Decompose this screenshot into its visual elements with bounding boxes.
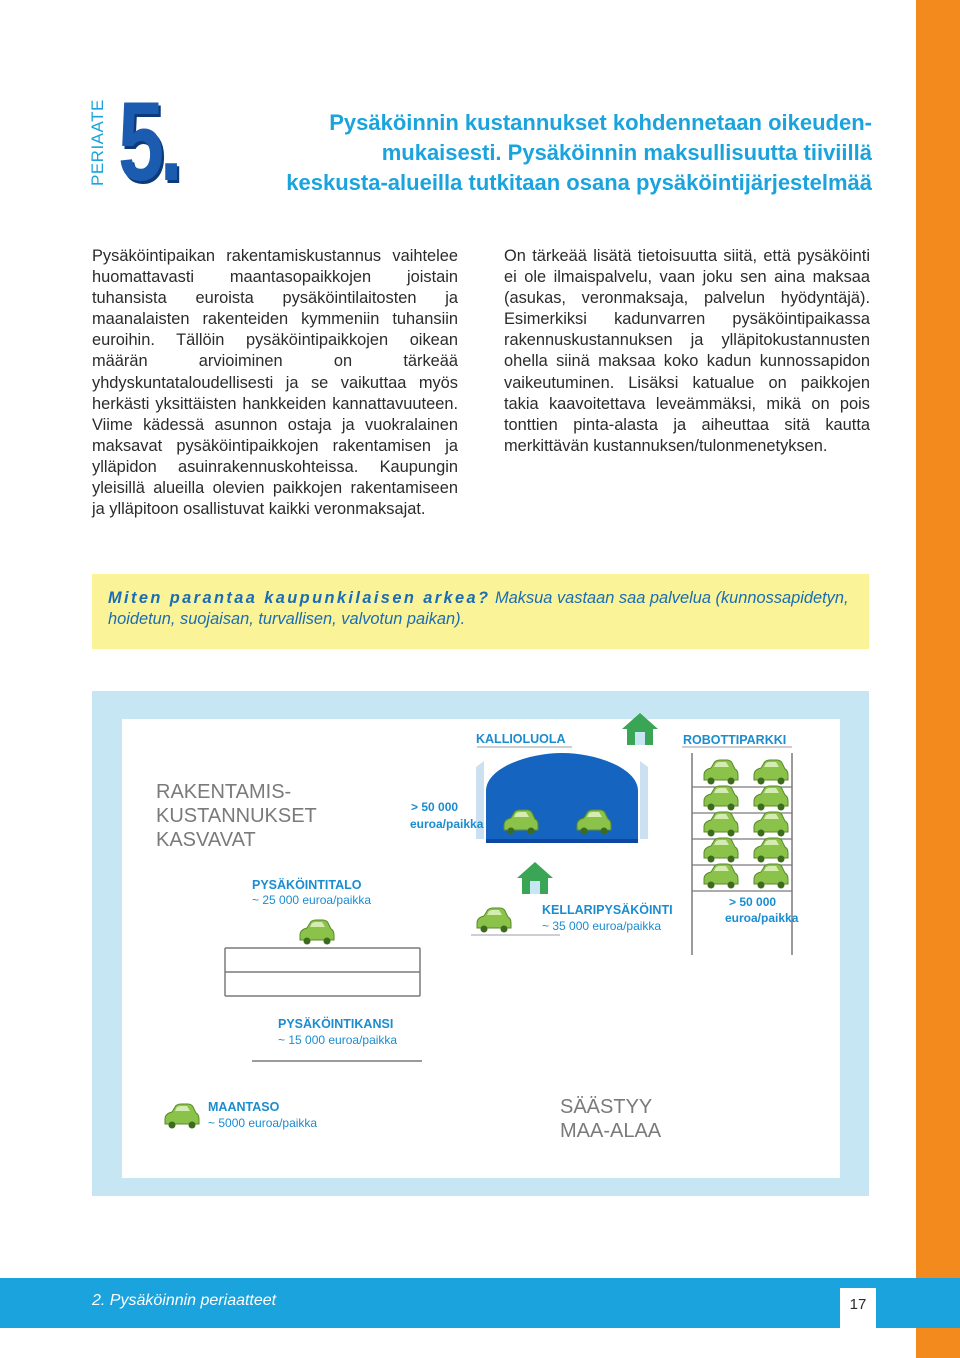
footer-section-title: 2. Pysäköinnin periaatteet: [92, 1292, 277, 1309]
side-label: [80, 78, 120, 188]
heading-line-2: mukaisesti. Pysäköinnin maksullisuutta tiiviillä: [381, 140, 872, 165]
page-number: 17: [849, 1296, 867, 1313]
robottiparkki-label: ROBOTTIPARKKI: [683, 733, 787, 747]
kallioluola-label: KALLIOLUOLA: [476, 732, 566, 746]
kellaripysakointi-label: KELLARIPYSÄKÖINTI: [542, 903, 673, 917]
robottiparkki-cost-line1: > 50 000: [729, 895, 777, 909]
pysakointitalo-label: PYSÄKÖINTITALO: [252, 878, 362, 892]
maantaso-label: MAANTASO: [208, 1100, 280, 1114]
maantaso-cost: ~ 5000 euroa/paikka: [208, 1116, 318, 1130]
body-text-left: Pysäköintipaikan rakentamiskustannus vaihtelee huomattavasti maantasopaikkojen joistain tuhansista euroista pysäköintilaitosten ja maanalaisten rakenteiden kymmeniin tuhansiin euroihin. Tällöin pysäköintipaikkojen oikean määrän arvioiminen on tärkeää yhdyskuntataloudellisesti ja se vaikuttaa myös herkästi yksittäisten hankkeiden kannattavuuteen. Viime kädessä asunnon ostaja ja vuokralainen maksavat pysäköintipaikkojen rakentamisen ja ylläpidon asuinrakennuskohteissa. Kaupungin yleisillä alueilla olevien paikkojen rakentamiseen ja ylläpitoon osallistuvat kaikki veronmaksajat.: [92, 247, 458, 519]
callout-answer: Maksua vastaan saa palvelua (kunnossapidetyn, hoidetun, suojaisan, turvallisen, valvotun paikan).: [108, 589, 849, 628]
principle-number: 5.: [118, 79, 179, 204]
costs-rise-line1: RAKENTAMIS-: [156, 781, 292, 803]
pysakointitalo-cost: ~ 25 000 euroa/paikka: [252, 893, 372, 907]
callout-question: Miten parantaa kaupunkilaisen arkea?: [108, 589, 491, 607]
heading-line-3: keskusta-alueilla tutkitaan osana pysäköintijärjestelmää: [286, 170, 872, 195]
costs-rise-line2: KUSTANNUKSET: [156, 805, 317, 827]
costs-rise-line3: KASVAVAT: [156, 829, 256, 851]
side-label-text: PERIAATE: [88, 99, 107, 186]
body-text-right: On tärkeää lisätä tietoisuutta siitä, että pysäköinti ei ole ilmaispalvelu, vaan joku sen aina maksaa (asukas, veronmaksaja, palvelun hyödyntäjä). Esimerkiksi kadunvarren pysäköintipaikassa rakennuskustannuksen ja ylläpitokustannusten ohella siinä maksaa koko kadun kunnossapidon vaikeutuminen. Lisäksi katualue on paikkojen takia kaavoitettava leveämmäksi, mikä on pois tonttien pinta-alasta ja aiheuttaa sitä kautta merkittävän kustannuksen/tulonmenetyksen.: [504, 247, 870, 455]
saves-land-line2: MAA-ALAA: [560, 1120, 662, 1142]
page-heading: [262, 108, 872, 198]
kallioluola-cost-line1: > 50 000: [411, 800, 459, 814]
house-icon: [622, 713, 658, 745]
robottiparkki-cost-line2: euroa/paikka: [725, 911, 799, 925]
pysakointikansi-cost: ~ 15 000 euroa/paikka: [278, 1033, 398, 1047]
kallioluola-cost-line2: euroa/paikka: [410, 817, 484, 831]
callout-box: [92, 574, 869, 649]
pysakointikansi-label: PYSÄKÖINTIKANSI: [278, 1017, 394, 1031]
orange-side-bar: [916, 0, 960, 1358]
heading-line-1: Pysäköinnin kustannukset kohdennetaan oikeuden-: [329, 110, 872, 135]
kellaripysakointi-cost: ~ 35 000 euroa/paikka: [542, 919, 662, 933]
parking-cost-infographic: [92, 691, 869, 1196]
saves-land-line1: SÄÄSTYY: [560, 1096, 653, 1118]
